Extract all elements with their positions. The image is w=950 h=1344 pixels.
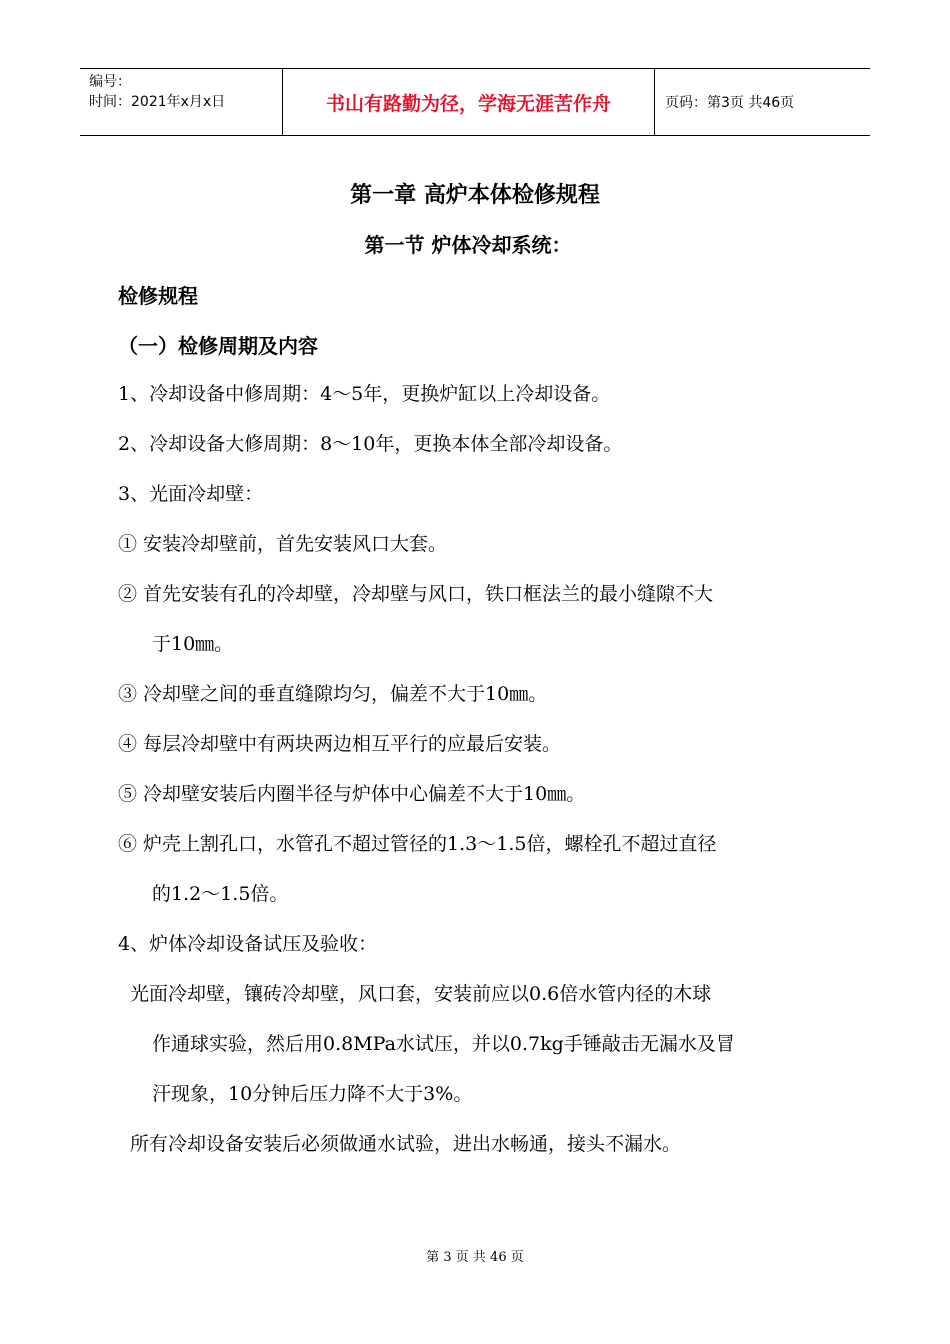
chapter-title: 第一章 高炉本体检修规程 bbox=[350, 183, 600, 208]
section-title: 第一节 炉体冷却系统： bbox=[364, 233, 572, 257]
header-page-code: 页码：第3页 共46页 bbox=[665, 95, 795, 111]
list-item: ⑤ 冷却壁安装后内圈半径与炉体中心偏差不大于10㎜。 bbox=[118, 783, 586, 805]
list-item: ② 首先安装有孔的冷却壁，冷却壁与风口，铁口框法兰的最小缝隙不大 bbox=[118, 583, 714, 605]
paragraph-line: 汗现象，10分钟后压力降不大于3%。 bbox=[152, 1083, 473, 1105]
list-item: ④ 每层冷却壁中有两块两边相互平行的应最后安装。 bbox=[118, 733, 562, 755]
body-line: 4、炉体冷却设备试压及验收： bbox=[118, 933, 378, 955]
paragraph-line: 所有冷却设备安装后必须做通水试验，进出水畅通，接头不漏水。 bbox=[130, 1133, 682, 1155]
page-footer: 第 3 页 共 46 页 bbox=[426, 1250, 524, 1265]
header-motto: 书山有路勤为径，学海无涯苦作舟 bbox=[282, 69, 655, 135]
body-line: 1、冷却设备中修周期：4～5年，更换炉缸以上冷却设备。 bbox=[118, 383, 611, 405]
sub-heading: （一）检修周期及内容 bbox=[118, 334, 318, 358]
number-label: 编号： bbox=[89, 74, 131, 90]
time-label: 时间：2021年x月x日 bbox=[89, 94, 226, 110]
body-line: 2、冷却设备大修周期：8～10年，更换本体全部冷却设备。 bbox=[118, 433, 623, 455]
body-line: 3、光面冷却壁： bbox=[118, 483, 264, 505]
header-meta-cell bbox=[80, 69, 282, 135]
list-item: ① 安装冷却壁前，首先安装风口大套。 bbox=[118, 533, 448, 555]
list-item: ③ 冷却壁之间的垂直缝隙均匀，偏差不大于10㎜。 bbox=[118, 683, 548, 705]
list-item: ⑥ 炉壳上割孔口，水管孔不超过管径的1.3～1.5倍，螺栓孔不超过直径 bbox=[118, 833, 717, 855]
document-header bbox=[80, 68, 870, 136]
paragraph-line: 作通球实验，然后用0.8MPa水试压，并以0.7kg手锤敲击无漏水及冒 bbox=[152, 1033, 735, 1055]
paragraph-line: 光面冷却壁，镶砖冷却壁，风口套，安装前应以0.6倍水管内径的木球 bbox=[130, 983, 712, 1005]
list-item-continuation: 的1.2～1.5倍。 bbox=[152, 883, 289, 905]
subsection-title: 检修规程 bbox=[118, 284, 198, 308]
list-item-continuation: 于10㎜。 bbox=[152, 633, 234, 655]
